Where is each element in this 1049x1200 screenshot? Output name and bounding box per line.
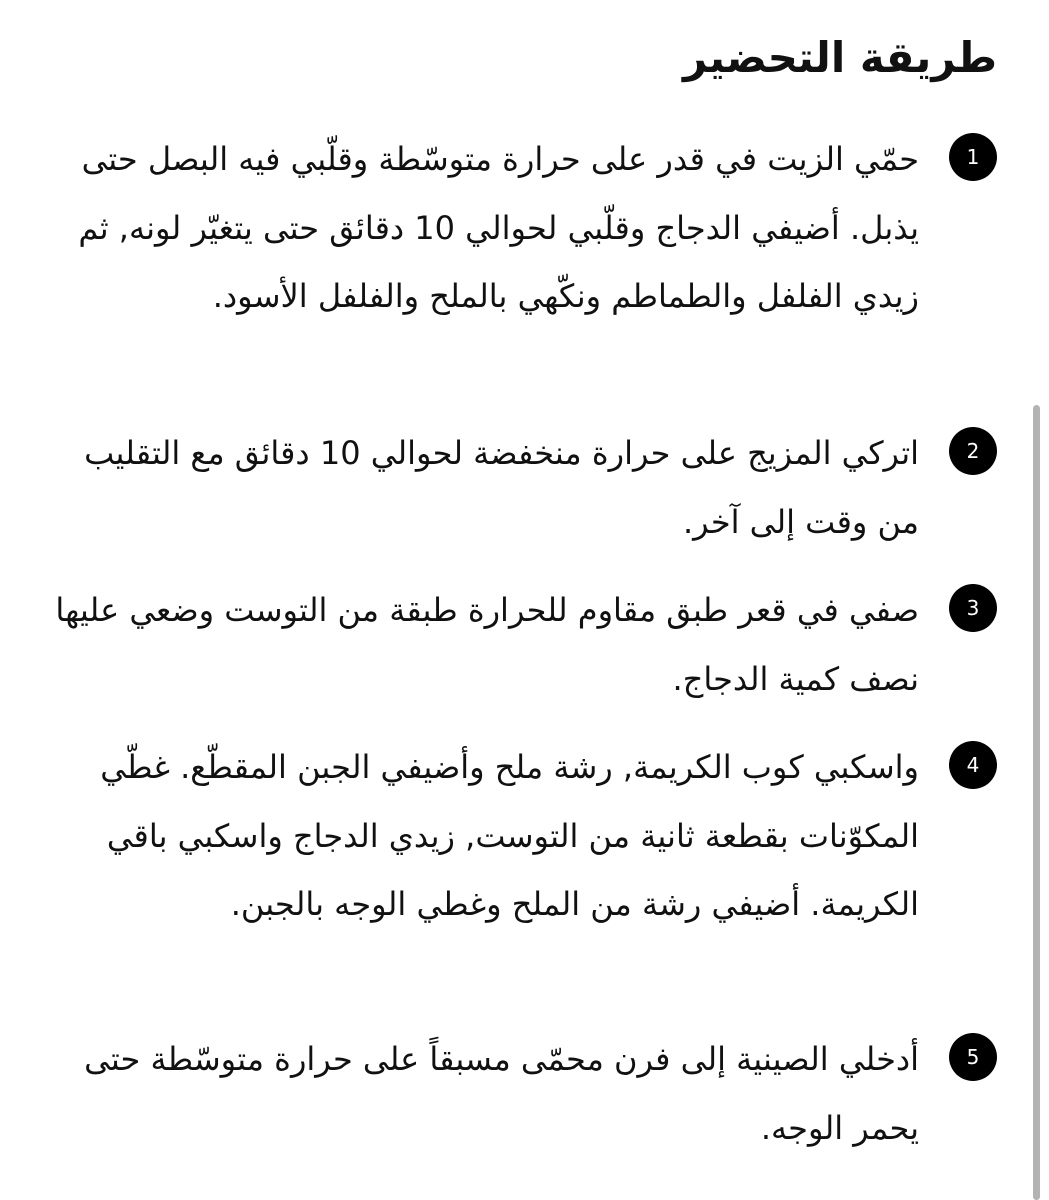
step-text: واسكبي كوب الكريمة, رشة ملح وأضيفي الجبن المقطّع. غطّي المكوّنات بقطعة ثانية من التوست, زيدي الدجاج واسكبي باقي الكريمة. أضيفي رشة من الملح وغطي الوجه بالجبن. [100,748,919,923]
step-number-badge: 3 [949,584,997,632]
step-text: حمّي الزيت في قدر على حرارة متوسّطة وقلّبي فيه البصل حتى يذبل. أضيفي الدجاج وقلّبي لحوالي 10 دقائق حتى يتغيّر لونه, ثم زيدي الفلفل والطماطم ونكّهي بالملح والفلفل الأسود. [78,140,919,315]
step-number-badge: 2 [949,427,997,475]
step-text: اتركي المزيج على حرارة منخفضة لحوالي 10 دقائق مع التقليب من وقت إلى آخر. [84,434,919,541]
step-number-badge: 5 [949,1033,997,1081]
step-number-badge: 4 [949,741,997,789]
step-text: صفي في قعر طبق مقاوم للحرارة طبقة من التوست وضعي عليها نصف كمية الدجاج. [55,591,919,698]
page-title: طريقة التحضير [682,33,997,82]
step-number-badge: 1 [949,133,997,181]
vertical-scrollbar[interactable] [1032,405,1042,1200]
step-text: أدخلي الصينية إلى فرن محمّى مسبقاً على حرارة متوسّطة حتى يحمر الوجه. [84,1040,919,1147]
scrollbar-thumb[interactable] [1033,405,1040,1200]
